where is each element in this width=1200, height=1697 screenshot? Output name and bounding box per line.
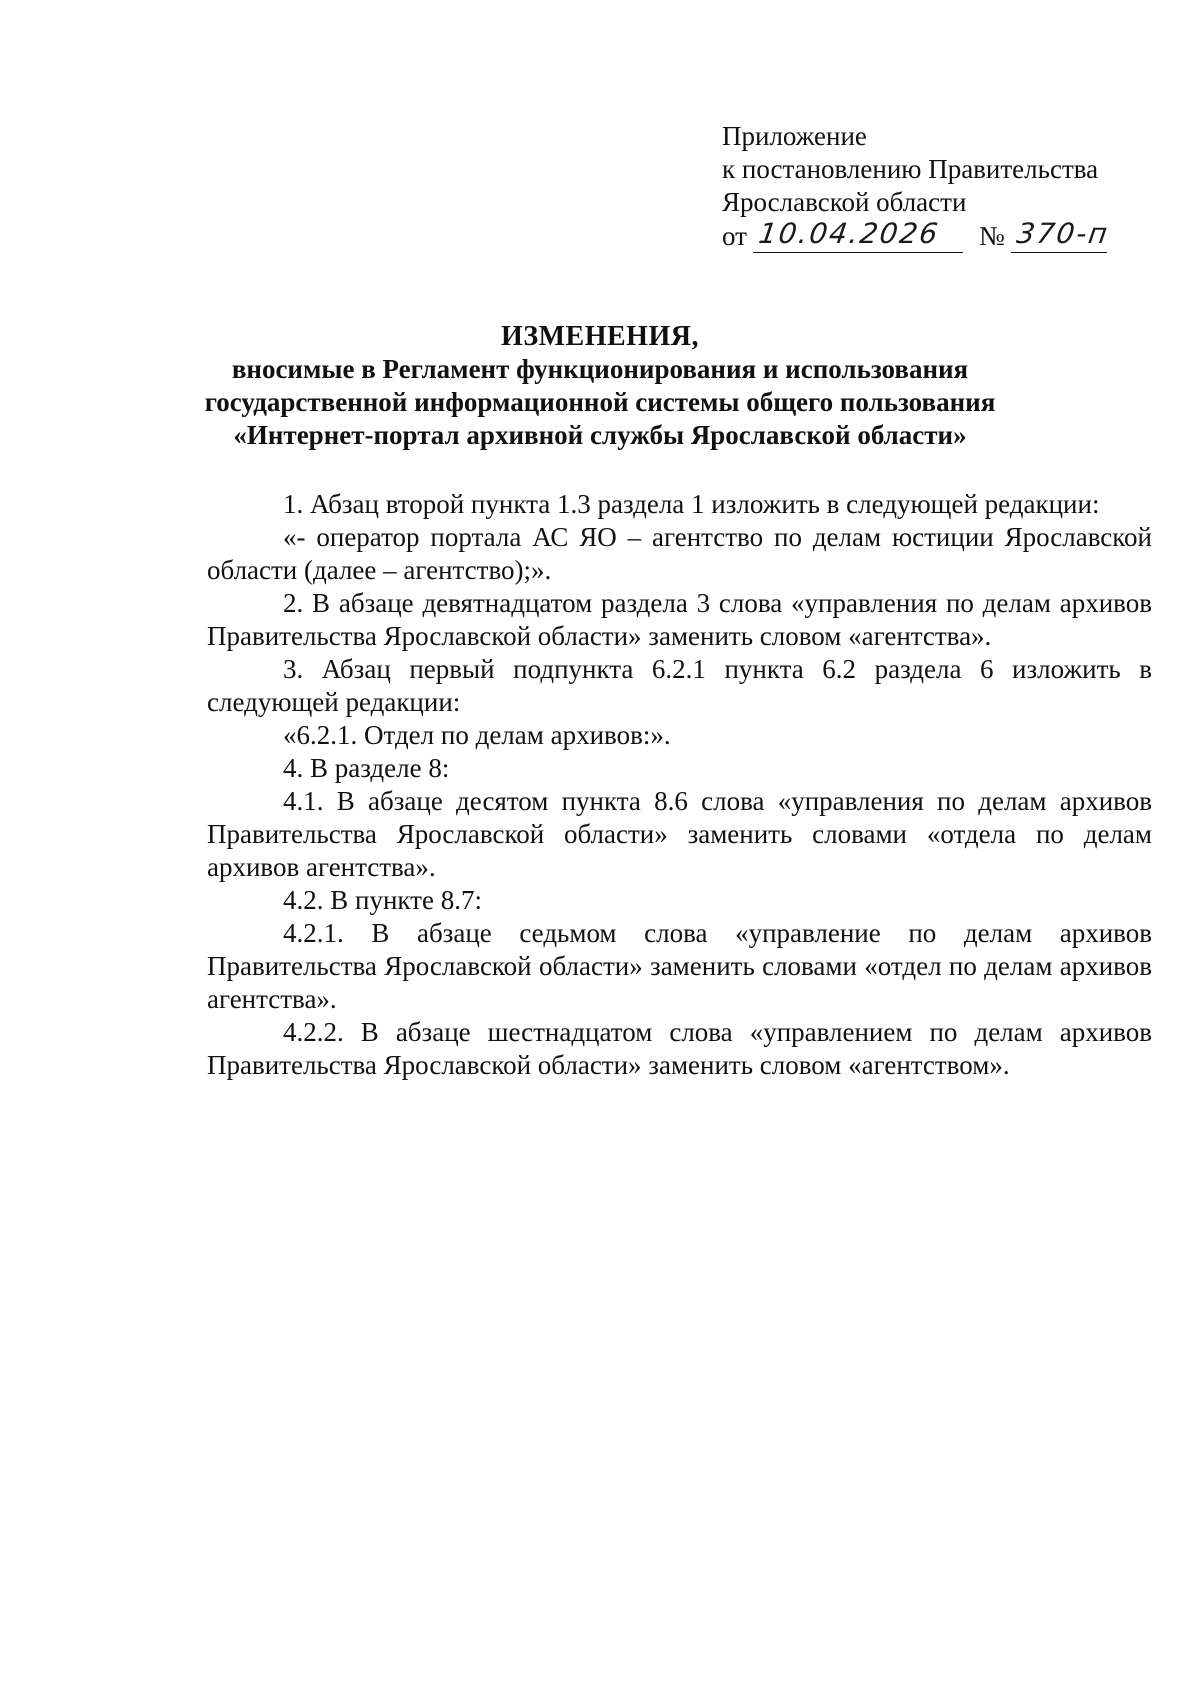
document-subtitle-line-2: государственной информационной системы общего пользования xyxy=(204,387,996,417)
handwritten-number: 370-п xyxy=(1014,217,1111,250)
paragraph-4-1: 4.1. В абзаце десятом пункта 8.6 слова «управления по делам архивов Правительства Ярославской области» заменить словами «отдела по делам архивов агентства». xyxy=(207,786,1152,882)
appendix-heading: Приложение xyxy=(722,121,867,151)
document-body xyxy=(207,488,1152,1082)
paragraph-3: 3. Абзац первый подпункта 6.2.1 пункта 6.2 раздела 6 изложить в следующей редакции: xyxy=(207,654,1152,717)
number-sign: № xyxy=(978,221,1005,251)
paragraph-4-2-1: 4.2.1. В абзаце седьмом слова «управление по делам архивов Правительства Ярославской области» заменить словами «отдел по делам архивов агентства». xyxy=(207,918,1152,1014)
paragraph-1: 1. Абзац второй пункта 1.3 раздела 1 изложить в следующей редакции: xyxy=(283,489,1100,519)
date-prefix: от xyxy=(722,221,747,251)
paragraph-2: 2. В абзаце девятнадцатом раздела 3 слова «управления по делам архивов Правительства Ярославской области» заменить словом «агентства». xyxy=(207,588,1152,651)
document-subtitle-line-1: вносимые в Регламент функционирования и использования xyxy=(231,354,969,384)
paragraph-1-quote: «- оператор портала АС ЯО – агентство по делам юстиции Ярославской области (далее – агентство);». xyxy=(207,522,1152,585)
date-field xyxy=(753,219,963,253)
paragraph-4: 4. В разделе 8: xyxy=(283,753,450,783)
appendix-block xyxy=(722,120,1142,253)
appendix-resolution-line: к постановлению Правительства xyxy=(722,154,1099,184)
document-title-block xyxy=(0,320,1200,452)
appendix-date-number-row xyxy=(722,219,1142,253)
paragraph-4-2: 4.2. В пункте 8.7: xyxy=(283,885,482,915)
document-subtitle-line-3: «Интернет-портал архивной службы Ярославской области» xyxy=(233,420,967,450)
number-field xyxy=(1011,217,1111,253)
handwritten-date: 10.04.2026 xyxy=(756,217,942,250)
paragraph-3-quote: «6.2.1. Отдел по делам архивов:». xyxy=(283,720,671,750)
appendix-region-line: Ярославской области xyxy=(722,187,967,217)
paragraph-4-2-2: 4.2.2. В абзаце шестнадцатом слова «управлением по делам архивов Правительства Ярославской области» заменить словом «агентством». xyxy=(207,1017,1152,1080)
document-title: ИЗМЕНЕНИЯ, xyxy=(501,321,699,352)
